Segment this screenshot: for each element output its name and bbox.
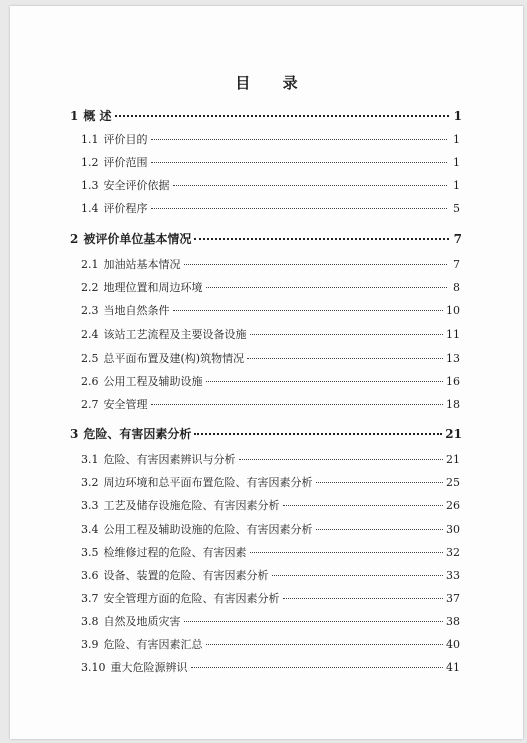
toc-label: 重大危险源辨识 (110, 661, 188, 674)
toc-page-number: 37 (446, 592, 460, 605)
toc-page-number: 33 (446, 569, 460, 582)
toc-page-number: 38 (446, 615, 460, 628)
toc-page-number: 26 (446, 499, 460, 512)
toc-page-number: 40 (446, 638, 460, 651)
toc-page-number: 7 (453, 232, 462, 246)
toc-page-number: 1 (453, 109, 462, 123)
toc-label: 概 述 (83, 109, 112, 123)
toc-number: 3.2 (81, 476, 99, 489)
toc-page-number: 16 (446, 375, 460, 388)
toc-section (81, 154, 460, 170)
dot-leader (194, 226, 449, 240)
toc-section (81, 373, 460, 389)
toc-section (81, 474, 460, 490)
toc-label: 加油站基本情况 (103, 258, 181, 271)
dot-leader (173, 174, 448, 186)
toc-section (81, 200, 460, 216)
toc-label: 自然及地质灾害 (103, 615, 181, 628)
dot-leader (151, 151, 448, 163)
toc-number: 3.6 (81, 569, 99, 582)
toc-label: 危险、有害因素辨识与分析 (103, 453, 236, 466)
toc-page-number: 10 (446, 304, 460, 317)
toc-page-number: 18 (446, 398, 460, 411)
toc-section (81, 567, 460, 583)
toc-chapter (70, 424, 462, 442)
toc-section (81, 256, 460, 272)
toc-label: 工艺及储存设施危险、有害因素分析 (103, 499, 280, 512)
toc-section (81, 451, 460, 467)
toc-number: 3.10 (81, 661, 106, 674)
toc-page-number: 1 (453, 133, 460, 146)
toc-number: 3.1 (81, 453, 99, 466)
dot-leader (206, 370, 444, 382)
toc-label: 检维修过程的危险、有害因素 (103, 546, 247, 559)
toc-page-number: 1 (453, 156, 460, 169)
toc-number: 3.3 (81, 499, 99, 512)
page-title: 目 录 (235, 74, 312, 92)
dot-leader (283, 587, 444, 599)
toc-page-number: 32 (446, 546, 460, 559)
dot-leader (173, 299, 444, 311)
dot-leader (239, 448, 444, 460)
toc-label: 公用工程及辅助设施 (103, 375, 203, 388)
toc-number: 3.7 (81, 592, 99, 605)
dot-leader (191, 656, 444, 668)
toc-label: 该站工艺流程及主要设备设施 (103, 328, 247, 341)
dot-leader (184, 253, 448, 265)
dot-leader (206, 276, 448, 288)
toc-section (81, 544, 460, 560)
toc-label: 评价范围 (103, 156, 148, 169)
toc-number: 3.9 (81, 638, 99, 651)
toc-section (81, 326, 460, 342)
toc-page-number: 11 (446, 328, 460, 341)
toc-page-number: 8 (453, 281, 460, 294)
toc-section (81, 521, 460, 537)
toc-chapter (70, 106, 462, 124)
toc-number: 3.8 (81, 615, 99, 628)
toc-number: 2.1 (81, 258, 99, 271)
toc-section (81, 636, 460, 652)
toc-section (81, 350, 460, 366)
toc-label: 评价程序 (103, 202, 148, 215)
dot-leader (194, 421, 442, 435)
toc-section (81, 279, 460, 295)
toc-number: 1 (70, 109, 79, 123)
toc-section (81, 613, 460, 629)
toc-label: 安全评价依据 (103, 179, 170, 192)
toc-section (81, 131, 460, 147)
toc-number: 1.3 (81, 179, 99, 192)
toc-section (81, 659, 460, 675)
toc-page-number: 1 (453, 179, 460, 192)
toc-section (81, 177, 460, 193)
toc-page-number: 13 (446, 352, 460, 365)
toc-label: 危险、有害因素汇总 (103, 638, 203, 651)
toc-page-number: 30 (446, 523, 460, 536)
toc-label: 安全管理方面的危险、有害因素分析 (103, 592, 280, 605)
dot-leader (316, 471, 444, 483)
toc-number: 3.5 (81, 546, 99, 559)
dot-leader (316, 518, 444, 530)
toc-number: 1.2 (81, 156, 99, 169)
dot-leader (206, 633, 444, 645)
document-page (10, 6, 523, 739)
toc-number: 3.4 (81, 523, 99, 536)
dot-leader (250, 323, 444, 335)
toc-number: 2.6 (81, 375, 99, 388)
toc-page-number: 25 (446, 476, 460, 489)
dot-leader (151, 128, 448, 140)
toc-label: 地理位置和周边环境 (103, 281, 203, 294)
toc-page-number: 7 (453, 258, 460, 271)
toc-page-number: 5 (453, 202, 460, 215)
dot-leader (184, 610, 444, 622)
toc-label: 周边环境和总平面布置危险、有害因素分析 (103, 476, 313, 489)
toc-number: 1.1 (81, 133, 99, 146)
toc-section (81, 497, 460, 513)
dot-leader (115, 103, 449, 117)
toc-section (81, 590, 460, 606)
dot-leader (151, 393, 444, 405)
toc-section (81, 302, 460, 318)
toc-label: 安全管理 (103, 398, 148, 411)
toc-chapter (70, 229, 462, 247)
toc-label: 危险、有害因素分析 (83, 427, 192, 441)
dot-leader (250, 541, 444, 553)
toc-label: 被评价单位基本情况 (83, 232, 192, 246)
dot-leader (247, 347, 443, 359)
dot-leader (151, 197, 448, 209)
toc-label: 评价目的 (103, 133, 148, 146)
toc-section (81, 396, 460, 412)
toc-page-number: 21 (446, 453, 460, 466)
dot-leader (272, 564, 444, 576)
toc-number: 2.7 (81, 398, 99, 411)
toc-number: 2.3 (81, 304, 99, 317)
toc-label: 公用工程及辅助设施的危险、有害因素分析 (103, 523, 313, 536)
toc-number: 2.4 (81, 328, 99, 341)
toc-label: 当地自然条件 (103, 304, 170, 317)
toc-number: 1.4 (81, 202, 99, 215)
toc-number: 2 (70, 232, 79, 246)
toc-label: 设备、装置的危险、有害因素分析 (103, 569, 269, 582)
toc-label: 总平面布置及建(构)筑物情况 (103, 352, 245, 365)
toc-number: 2.2 (81, 281, 99, 294)
toc-page-number: 21 (445, 427, 462, 441)
toc-number: 2.5 (81, 352, 99, 365)
dot-leader (283, 494, 444, 506)
toc-page-number: 41 (446, 661, 460, 674)
toc-number: 3 (70, 427, 79, 441)
